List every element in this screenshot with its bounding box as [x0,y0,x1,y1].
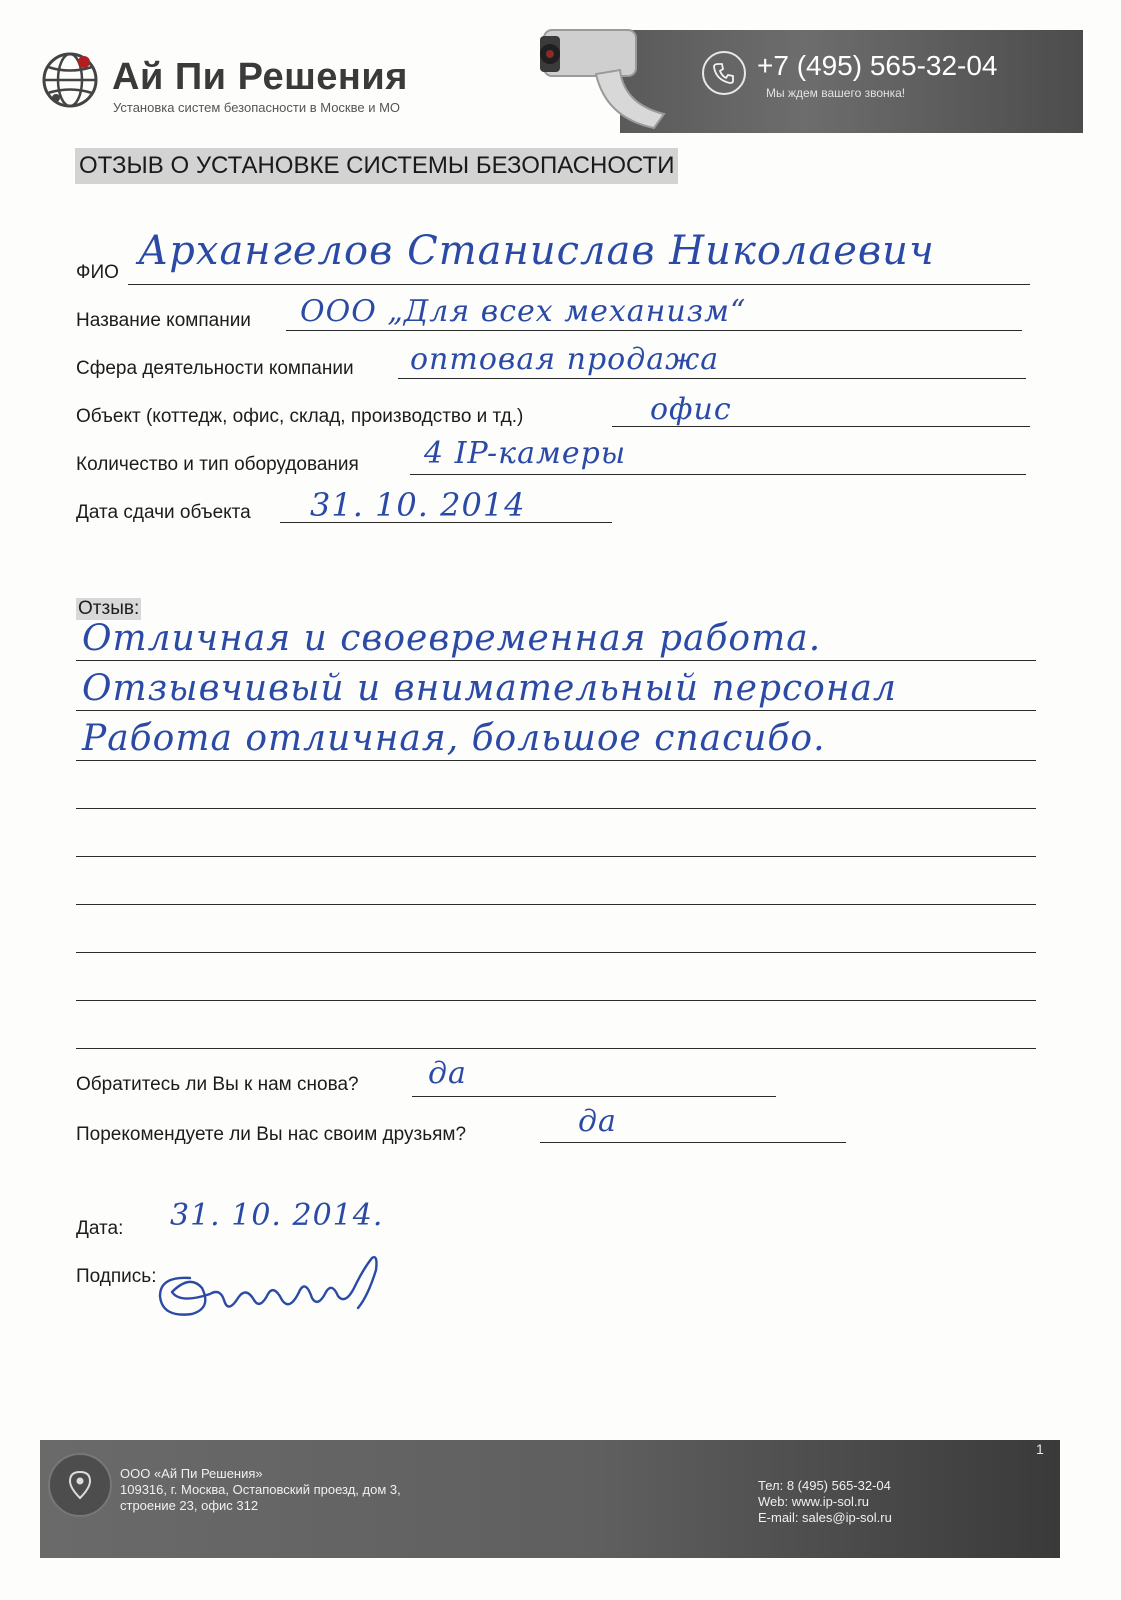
review-line-4 [76,808,1036,809]
date-label: Дата: [76,1218,124,1239]
review-line-8 [76,1000,1036,1001]
document-title: ОТЗЫВ О УСТАНОВКЕ СИСТЕМЫ БЕЗОПАСНОСТИ [75,148,678,184]
review-line-6 [76,904,1036,905]
security-camera-icon [536,8,686,138]
review-line-2 [76,710,1036,711]
return-answer: да [428,1056,467,1091]
handover-date-label: Дата сдачи объекта [76,502,251,523]
review-line-7 [76,952,1036,953]
handwritten-signature [150,1248,410,1328]
equipment-label: Количество и тип оборудования [76,454,359,475]
brand-tagline: Установка систем безопасности в Москве и МО [113,100,401,115]
globe-logo-icon [40,50,100,110]
phone-icon [713,62,735,84]
review-text-line-1: Отличная и своевременная работа. [82,618,822,659]
fio-underline [128,284,1030,285]
signature-label: Подпись: [76,1266,157,1287]
footer-tel: Тел: 8 (495) 565-32-04 [758,1478,891,1493]
fio-label: ФИО [76,262,119,283]
review-line-9 [76,1048,1036,1049]
review-line-1 [76,660,1036,661]
brand-name: Ай Пи Решения [112,56,408,98]
footer-address-line-1: 109316, г. Москва, Остаповский проезд, дом 3, [120,1482,401,1497]
return-question-label: Обратитесь ли Вы к нам снова? [76,1074,359,1095]
fio-value: Архангелов Станислав Николаевич [138,228,935,274]
recommend-question-label: Порекомендуете ли Вы нас своим друзьям? [76,1124,467,1145]
footer-email: E-mail: sales@ip-sol.ru [758,1510,892,1525]
sphere-label: Сфера деятельности компании [76,358,354,379]
footer-address-line-2: строение 23, офис 312 [120,1498,259,1513]
footer-web: Web: www.ip-sol.ru [758,1494,870,1509]
company-value: ООО „Для всех механизм“ [300,294,747,329]
map-pin-icon [62,1470,98,1500]
handover-date-value: 31. 10. 2014 [310,486,526,524]
review-text-line-3: Работа отличная, большое спасибо. [82,718,826,759]
date-value: 31. 10. 2014. [170,1198,384,1233]
company-underline [286,330,1022,331]
footer-company: ООО «Ай Пи Решения» [120,1466,263,1481]
review-label: Отзыв: [78,598,140,619]
company-label: Название компании [76,310,251,331]
object-label: Объект (коттедж, офис, склад, производство и тд.) [76,406,524,427]
review-text-line-2: Отзывчивый и внимательный персонал [82,668,897,709]
review-line-5 [76,856,1036,857]
recommend-answer: да [578,1104,617,1139]
recommend-underline [540,1142,846,1143]
header-phone-note: Мы ждем вашего звонка! [766,86,906,100]
equipment-underline [410,474,1026,475]
return-underline [412,1096,776,1097]
header-phone-number: +7 (495) 565-32-04 [757,50,998,81]
page-number: 1 [1036,1441,1044,1457]
sphere-underline [398,378,1026,379]
object-value: офис [650,392,732,427]
equipment-value: 4 IP-камеры [424,436,627,471]
sphere-value: оптовая продажа [410,342,720,377]
review-line-3 [76,760,1036,761]
